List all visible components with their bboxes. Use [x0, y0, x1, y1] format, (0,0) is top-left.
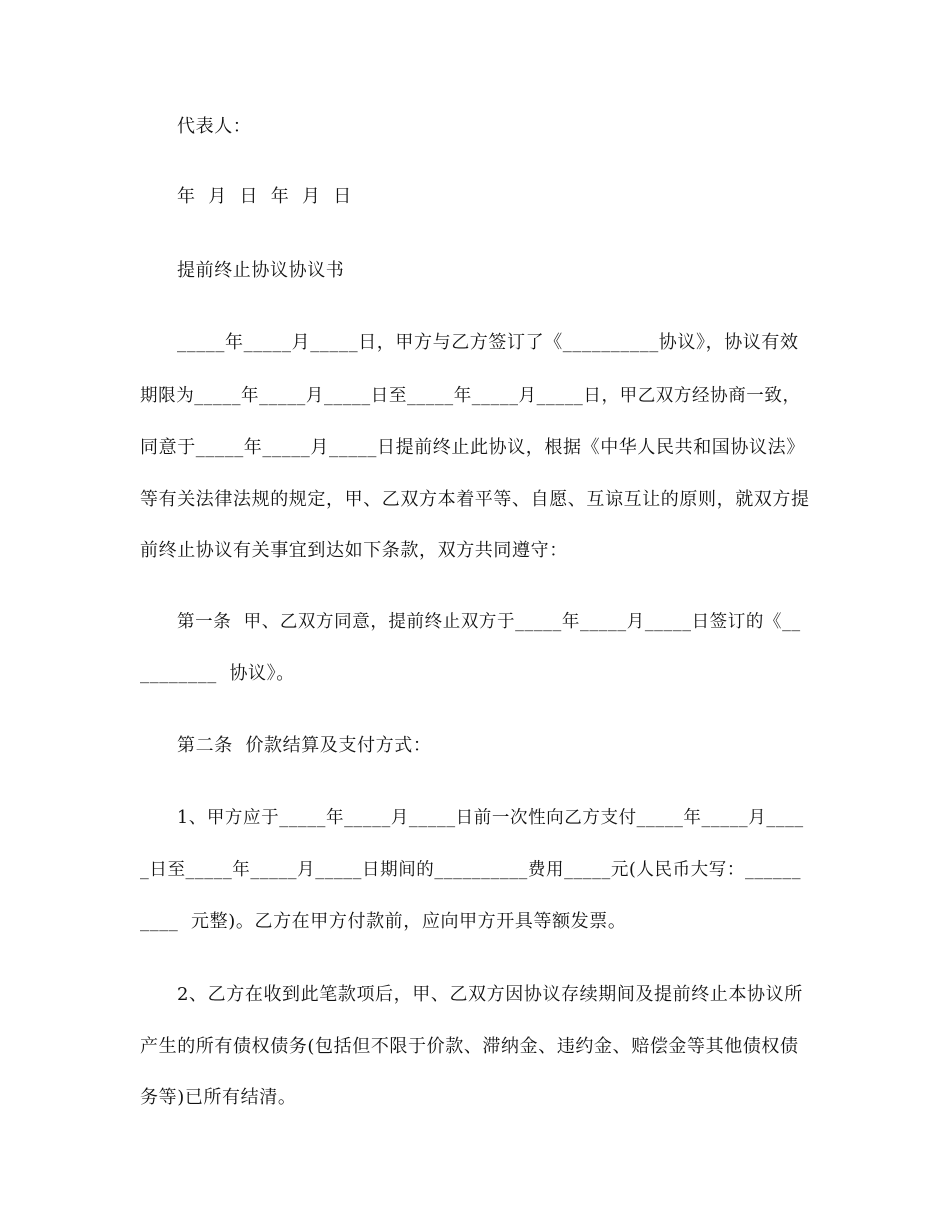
representative-label: 代表人： — [177, 116, 252, 137]
clause1-line-3: ____ 元整)。乙方在甲方付款前，应向甲方开具等额发票。 — [140, 911, 627, 932]
preamble-line-4: 等有关法律法规的规定，甲、乙双方本着平等、自愿、互谅互让的原则，就双方提 — [140, 489, 810, 510]
clause2-line-1: 2、乙方在收到此笔款项后，甲、乙双方因协议存续期间及提前终止本协议所 — [177, 984, 803, 1005]
preamble-line-2: 期限为_____年_____月_____日至_____年_____月_____日，甲乙双方经协商一致， — [140, 386, 801, 406]
clause2-line-3: 务等)已所有结清。 — [140, 1087, 297, 1108]
preamble-line-3: 同意于_____年_____月_____日提前终止此协议，根据《中华人民共和国协议法》 — [140, 437, 805, 458]
clause2-line-2: 产生的所有债权债务(包括但不限于价款、滞纳金、违约金、赔偿金等其他债权债 — [140, 1036, 799, 1057]
preamble-line-5: 前终止协议有关事宜到达如下条款，双方共同遵守： — [140, 540, 568, 561]
clause1-line-1: 1、甲方应于_____年_____月_____日前一次性向乙方支付_____年_____月____ — [177, 808, 804, 828]
clause1-line-2: _日至_____年_____月_____日期间的__________费用_____元(人民币大写：______ — [140, 860, 802, 880]
signature-date-row: 年 月 日 年 月 日 — [177, 186, 352, 207]
article2-heading: 第二条 价款结算及支付方式： — [177, 735, 432, 756]
document-title: 提前终止协议协议书 — [177, 260, 345, 281]
preamble-line-1: _____年_____月_____日，甲方与乙方签订了《__________协议》，协议有效 — [177, 332, 799, 353]
article1-line-1: 第一条 甲、乙双方同意，提前终止双方于_____年_____月_____日签订的《__ — [177, 612, 801, 632]
article1-line-2: ________ 协议》。 — [140, 663, 295, 684]
